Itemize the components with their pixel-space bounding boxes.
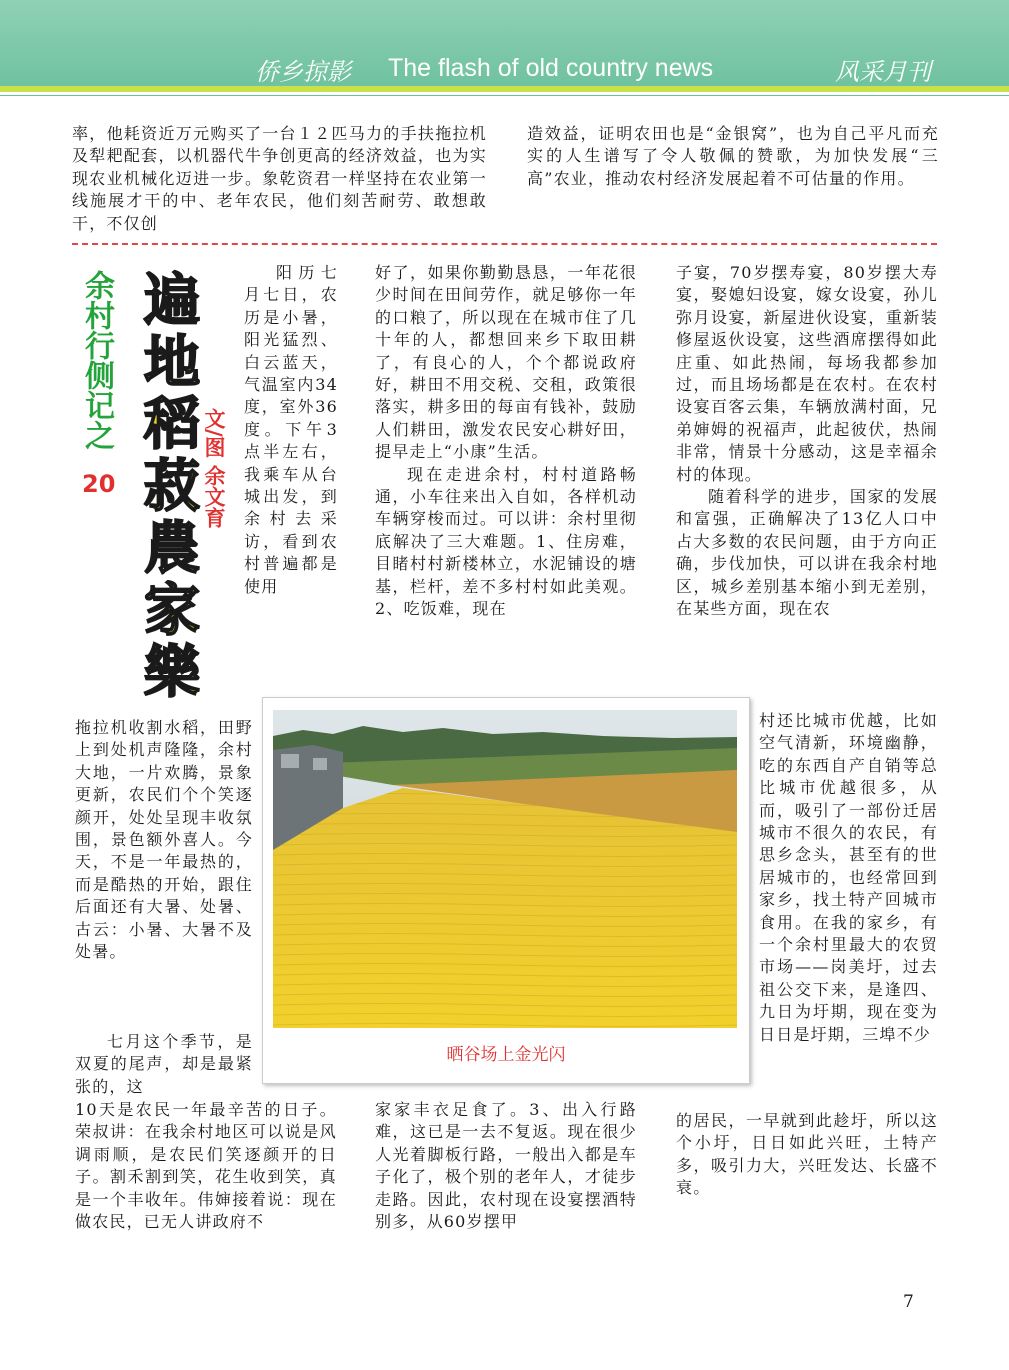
article-title: 遍地稻菽農家樂 <box>135 270 200 704</box>
article-col1-mid-p2: 七月这个季节，是双夏的尾声，却是最紧张的，这 <box>75 1032 253 1096</box>
top-article-col2: 造效益，证明农田也是“金银窝”，也为自己平凡而充实的人生谱写了令人敬佩的赞歌，为加快发展“三高”农业，推动农村经济发展起着不可估量的作用。 <box>527 124 939 188</box>
author-byline: 文/图 余文育 <box>202 408 226 528</box>
article-col1-bottom: 10天是农民一年最辛苦的日子。荣叔讲：在我余村地区可以说是风调雨顺，是农民们笑逐颜开的日子。割禾割到笑，花生收到笑，真是一个丰收年。伟婶接着说：现在做农民，已无人讲政府不 <box>75 1100 337 1232</box>
photo-caption: 晒谷场上金光闪 <box>446 1045 566 1065</box>
page-number: 7 <box>903 1292 914 1312</box>
series-label: 余村行侧记之 <box>79 270 114 450</box>
series-number: 20 <box>82 470 116 498</box>
article-col3-bottom: 的居民，一早就到此趁圩，所以这个小圩，日日如此兴旺，土特产多，吸引力大，兴旺发达、长盛不衰。 <box>676 1111 938 1198</box>
photo-frame <box>262 697 750 1084</box>
header-section-title: 侨乡掠影 <box>255 58 351 86</box>
article-col2-para2: 现在走进余村，村村道路畅通，小车往来出入自如，各样机动车辆穿梭而过。可以讲：余村里彻底解决了三大难题。1、住房难，目睹村村新楼林立，水泥铺设的塘基，栏杆，差不多村村如此美观。2、吃饭难，现在 <box>375 464 637 619</box>
article-col3-para1: 子宴，70岁摆寿宴，80岁摆大寿宴，娶媳妇设宴，嫁女设宴，孙儿弥月设宴，新屋进伙设宴，重新装修屋返伙设宴，这些酒席摆得如此庄重、如此热闹，每场我都参加过，而且场场都是在农村。在农村设宴百客云集，车辆放满村面，兄弟婶姆的祝福声，此起彼伏，热闹非常，情景十分感动，这是幸福余村的体现。 <box>676 263 938 484</box>
header-magazine-title: 风采月刊 <box>835 58 931 86</box>
article-col2-bottom: 家家丰衣足食了。3、出入行路难，这已是一去不复返。现在很少人光着脚板行路，一般出入都是车子化了，极个别的老年人，才徒步走路。因此，农村现在设宴摆酒特别多，从60岁摆甲 <box>375 1100 637 1232</box>
article-col3-top <box>676 262 938 621</box>
section-divider <box>72 243 937 245</box>
top-article-col1: 率，他耗资近万元购买了一台１２匹马力的手扶拖拉机及犁耙配套，以机器代牛争创更高的经济效益，也为实现农业机械化迈进一步。象乾资君一样坚持在农业第一线施展才干的中、老年农民，他们刻苦耐劳、敢想敢干，不仅创 <box>72 124 487 233</box>
article-col2-para1: 好了，如果你勤勤恳恳，一年花很少时间在田间劳作，就足够你一年的口粮了，所以现在在城市住了几十年的人，都想回来乡下取田耕了，有良心的人，个个都说政府好，耕田不用交税、交租，政策很落实，耕多田的每亩有钱补，鼓励人们耕田，激发农民安心耕好田，提早走上“小康”生活。 <box>375 263 637 462</box>
article-col3-mid: 村还比城市优越，比如空气清新，环境幽静，吃的东西自产自销等总比城市优越很多，从而，吸引了一部份迁居城市不很久的农民，有思乡念头，甚至有的世居城市的，也经常回到家乡，找土特产回城市食用。在我的家乡，有一个余村里最大的农贸市场——岗美圩，过去祖公交下来，是逢四、九日为圩期，现在变为日日是圩期，三埠不少 <box>759 711 938 1044</box>
article-col1-top: 阳历七月七日，农历是小暑，阳光猛烈、白云蓝天，气温室内34度，室外36度。下午3点半左右，我乘车从台城出发，到余村去采访，看到农村普遍都是使用 <box>244 263 338 596</box>
article-col2-top <box>375 262 637 621</box>
header-white-line <box>0 92 1009 95</box>
header-english-title: The flash of old country news <box>388 54 714 82</box>
article-col1-mid: 拖拉机收割水稻，田野上到处机声隆隆，余村大地，一片欢腾，景象更新，农民们个个笑逐颜开，处处呈现丰收氛围，景色额外喜人。今天，不是一年最热的，而是酷热的开始，跟住后面还有大暑、处暑、古云：小暑、大暑不及处暑。 <box>75 718 253 962</box>
grain-drying-photo <box>273 710 737 1028</box>
article-col3-para2: 随着科学的进步，国家的发展和富强，正确解决了13亿人口中占大多数的农民问题，由于方向正确，步伐加快，可以讲在我余村地区，城乡差别基本缩小到无差别，在某些方面，现在农 <box>676 487 938 619</box>
